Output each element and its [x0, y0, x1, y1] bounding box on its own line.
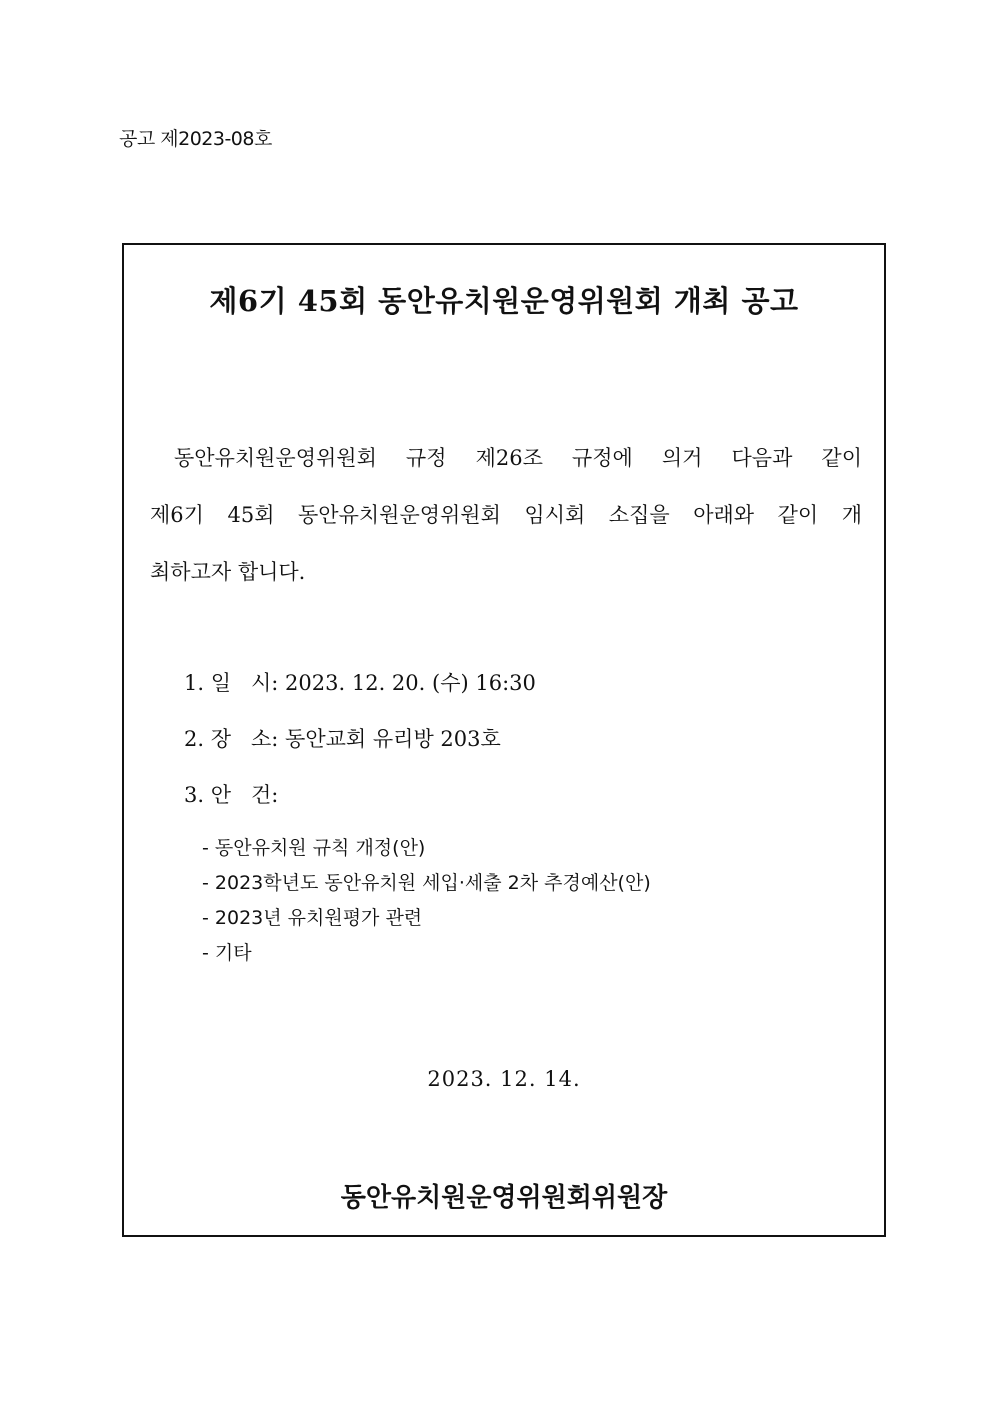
issue-date: 2023. 12. 14. — [427, 1067, 581, 1091]
agenda-item: - 2023년 유치원평가 관련 — [202, 907, 423, 929]
agenda-item: - 기타 — [202, 942, 252, 964]
signatory: 동안유치원운영위원회위원장 — [340, 1183, 668, 1213]
agenda-list — [202, 835, 651, 975]
meeting-place: 2. 장 소: 동안교회 유리방 203호 — [184, 727, 501, 751]
meeting-date: 1. 일 시: 2023. 12. 20. (수) 16:30 — [184, 671, 536, 695]
body-text-line-3: 최하고자 합니다. — [150, 560, 306, 584]
meeting-agenda-heading: 3. 안 건: — [184, 783, 279, 807]
body-text-line-1: 동안유치원운영위원회 규정 제26조 규정에 의거 다음과 같이 — [174, 446, 862, 470]
notice-number: 공고 제2023-08호 — [119, 128, 272, 150]
notice-frame — [122, 243, 886, 1237]
agenda-item: - 동안유치원 규칙 개정(안) — [202, 837, 426, 859]
body-text-line-2: 제6기 45회 동안유치원운영위원회 임시회 소집을 아래와 같이 개 — [150, 503, 862, 527]
document-title: 제6기 45회 동안유치원운영위원회 개최 공고 — [209, 284, 799, 318]
agenda-item: - 2023학년도 동안유치원 세입·세출 2차 추경예산(안) — [202, 872, 651, 894]
